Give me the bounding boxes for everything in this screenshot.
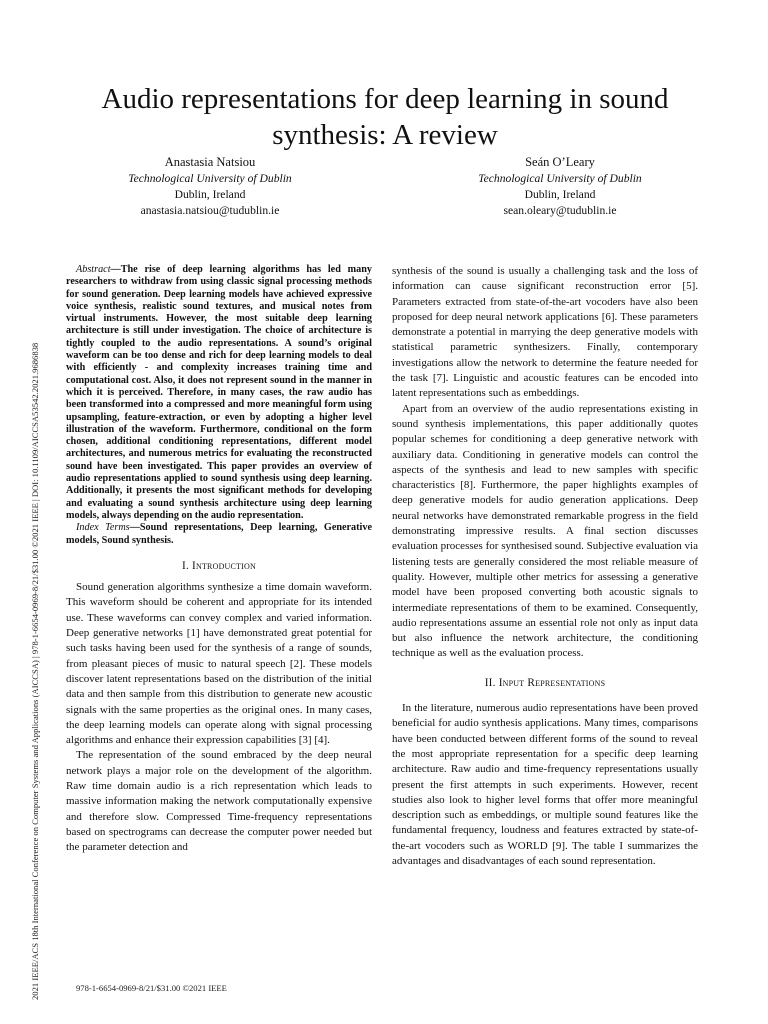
author-1: [60, 154, 360, 219]
author-email: anastasia.natsiou@tudublin.ie: [140, 204, 280, 217]
paper-title: Audio representations for deep learning in sound synthesis: A review: [101, 83, 669, 152]
author-affiliation: Technological University of Dublin: [478, 172, 642, 185]
intro-paragraph-2: The representation of the sound embraced by the deep neural network plays a major role on the development of the algorithm. Raw time domain audio is a rich representation which leads to massive information making the network computationally expensive and therefore slow. Compressed Time-frequency representations based on spectrograms can decrease the computer power needed but the parameter detection and: [66, 749, 372, 854]
intro-continued-paragraph: synthesis of the sound is usually a challenging task and the loss of information can cause significant reconstruction error [5]. Parameters extracted from state-of-the-art vocoders have also been proposed for deep neural network applications [6]. These parameters demonstrate a potential in marrying the deep generative models with statistical parametric synthesizers. Finally, contemporary investigations allow the network to determine the feature needed for the task [7]. Linguistic and acoustic features can be encoded into latent representations such as embeddings.: [392, 265, 698, 400]
abstract-lead: Abstract: [76, 264, 111, 275]
author-name: Seán O’Leary: [525, 155, 595, 169]
conference-doi-stamp: 2021 IEEE/ACS 18th International Conference on Computer Systems and Applications (AICCSA) | 978-1-6654-0969-8/21/$31.00 ©2021 IEEE | DOI: 10.1109/AICCSA53542.2021.9686838: [30, 342, 40, 1000]
author-location: Dublin, Ireland: [174, 188, 246, 201]
author-location: Dublin, Ireland: [524, 188, 596, 201]
page-footer-copyright: 978-1-6654-0969-8/21/$31.00 ©2021 IEEE: [76, 983, 227, 993]
index-terms-lead: Index Terms: [76, 522, 130, 534]
index-terms-text: —Sound representations, Deep learning, Generative models, Sound synthesis.: [66, 522, 372, 546]
abstract-text: —The rise of deep learning algorithms has led many researchers to withdraw from using classic signal processing methods for sound generation. Deep learning models have achieved expressive voice synthesis, realistic sound textures, and musical notes from virtual instruments. However, the most suitable deep learning architecture is still under investigation. The choice of architecture is tightly coupled to the audio representations. A sound’s original waveform can be too dense and rich for deep learning models to deal with efficiently - and complexity increases training time and computational cost. Also, it does not represent sound in the manner in which it is perceived. Therefore, in many cases, the raw audio has been transformed into a compressed and more meaningful form using upsampling, feature-extraction, or even by adopting a higher level illustration of the waveform. Furthermore, conditional on the form chosen, additional conditioning representations, different model architectures, and numerous metrics for evaluating the reconstructed sound have been investigated. This paper provides an overview of audio representations applied to sound synthesis using deep learning. Additionally, it presents the most significant methods for developing and evaluating a sound synthesis architecture using deep learning models, always depending on the audio representation.: [66, 264, 372, 521]
left-column: [66, 264, 372, 855]
author-email: sean.oleary@tudublin.ie: [503, 204, 617, 217]
author-affiliation: Technological University of Dublin: [128, 172, 292, 185]
abstract: [66, 264, 372, 522]
author-2: [410, 154, 710, 219]
section-heading-input-representations: II. Input Representations: [484, 676, 606, 689]
index-terms: [66, 522, 372, 547]
author-name: Anastasia Natsiou: [164, 155, 256, 169]
intro-paragraph-3: Apart from an overview of the audio representations existing in sound synthesis implementations, this paper additionally quotes popular schemes for conditioning a deep generative network with auxiliary data. Conditioning in generative models can control the aspects of the synthesis and lead to new samples with specific characteristics [8]. Furthermore, the paper highlights examples of deep generative models for audio generation applications. Deep neural networks have demonstrated remarkable progress in the field demonstrating impressive results. A final section discusses evaluation processes for synthesised sound. Subjective evaluation via listening tests are generally considered the most reliable measure of quality. However, multiple other metrics for assessing a generative model have been proposed converting both acoustic signals to intermediate representations of them to be examined. Consequently, audio representations assume an essential role not only as input data but also influence the network architecture, the conditioning technique as well as the evaluation process.: [392, 402, 698, 660]
input-representations-paragraph: In the literature, numerous audio representations have been proved beneficial for audio synthesis applications. Many times, comparisons have been conducted between different forms of the sound to reveal the most appropriate representation for a specific deep learning architecture. Raw audio and time-frequency representations usually present the first attempts in such experiments. However, recent studies also look to higher level forms that offer more meaningful description such as embeddings, or multiple sound features like the fundamental frequency, loudness and features extracted by state-of-the-art vocoders such as WORLD [9]. The table I summarizes the advantages and disadvantages of each sound representation.: [392, 702, 698, 867]
right-column: [392, 264, 698, 869]
section-heading-introduction: I. Introduction: [182, 559, 256, 572]
intro-paragraph-1: Sound generation algorithms synthesize a time domain waveform. This waveform should be coherent and appropriate for its intended use. These waveforms can convey complex and varied information. Deep generative networks [1] have demonstrated great potential for such tasks having been used for the synthesis of a range of sounds, from pleasant pieces of music to natural speech [2]. These models discover latent representations based on the distribution of the initial data and then sample from this distribution to generate new acoustic signals with the same properties as the original ones. In many cases, the deep learning models can operate along with signal processing algorithms and enhance their expression capabilities [3] [4].: [66, 581, 372, 747]
